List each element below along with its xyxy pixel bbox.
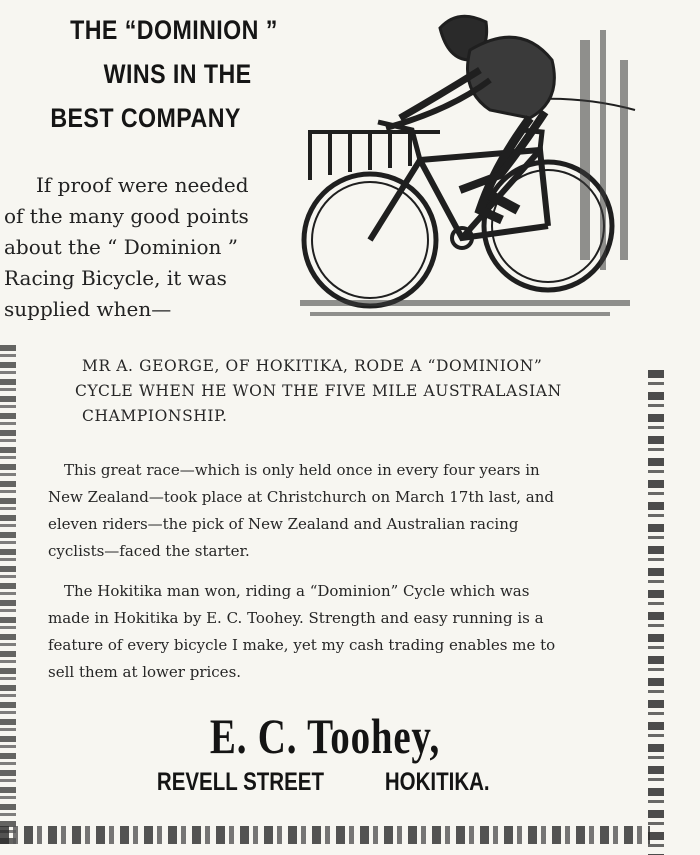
merchant-name: E. C. Toohey, [209,708,441,764]
announcement-line: CHAMPIONSHIP. [82,407,228,425]
signature-block [0,706,650,796]
headline-line-1: THE “DOMINION ” [70,15,278,45]
headline-line-3: BEST COMPANY [50,103,241,133]
intro-text [4,170,266,325]
right-decorative-border [648,370,664,855]
street-name: REVELL STREET [156,768,324,796]
town-name: HOKITIKA. [384,768,490,796]
announcement [75,354,622,429]
intro-line: supplied when— [4,297,172,321]
paragraph-line: sell them at lower prices. [48,663,242,681]
left-decorative-border [0,345,16,845]
headline [40,8,278,140]
cyclist-illustration [290,0,640,338]
intro-line: of the many good points [4,204,249,228]
intro-line: about the “ Dominion ” [4,235,238,259]
announcement-line: CYCLE WHEN HE WON THE FIVE MILE AUSTRALASIAN [75,382,562,400]
paragraph-line: feature of every bicycle I make, yet my cash trading enables me to [48,636,556,654]
paragraph-maker [48,578,618,686]
headline-line-2: WINS IN THE [103,59,252,89]
announcement-line: MR A. GEORGE, OF HOKITIKA, RODE A “DOMINION” [82,357,543,375]
paragraph-line: made in Hokitika by E. C. Toohey. Strength and easy running is a [48,609,544,627]
paragraph-line: The Hokitika man won, riding a “Dominion” Cycle which was [64,582,530,600]
paragraph-line: eleven riders—the pick of New Zealand and Australian racing [48,515,519,533]
bottom-decorative-border [0,826,650,844]
paragraph-line: New Zealand—took place at Christchurch on March 17th last, and [48,488,554,506]
paragraph-race [48,457,618,565]
intro-line: Racing Bicycle, it was [4,266,227,290]
paragraph-line: This great race—which is only held once in every four years in [64,461,540,479]
paragraph-line: cyclists—faced the starter. [48,542,250,560]
intro-line: If proof were needed [36,173,249,197]
